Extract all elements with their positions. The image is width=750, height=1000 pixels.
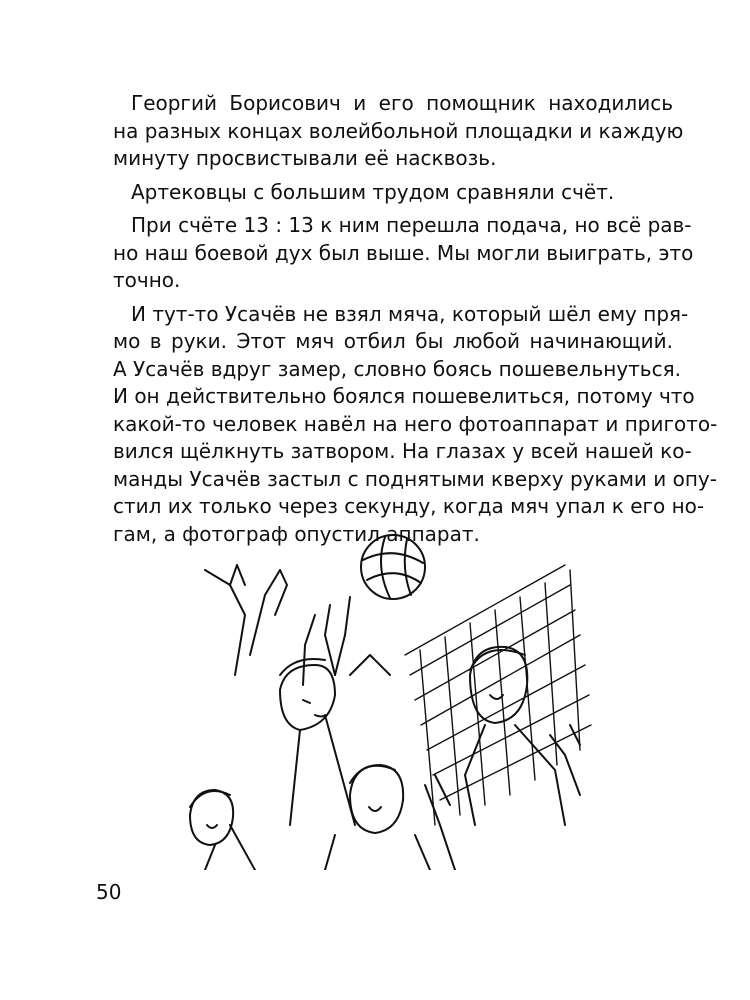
text-line: какой-то человек навёл на него фотоаппарат и пригото- (113, 411, 718, 436)
player-bottom-center (325, 765, 455, 870)
text-line: вился щёлкнуть затвором. На глазах у всей нашей ко- (113, 439, 692, 463)
body-text (113, 90, 718, 554)
text-line: на разных концах волейбольной площадки и каждую (113, 118, 684, 143)
text-line: Георгий Борисович и его помощник находились (131, 91, 673, 115)
text-line: мо в руки. Этот мяч отбил бы любой начинающий. (113, 329, 673, 353)
text-line: стил их только через секунду, когда мяч упал к его но- (113, 494, 705, 518)
text-line: манды Усачёв застыл с поднятыми кверху руками и опу- (113, 466, 717, 491)
player-right (465, 647, 580, 825)
text-line: А Усачёв вдруг замер, словно боясь пошевельнуться. (113, 356, 681, 381)
page-number: 50 (96, 880, 122, 904)
text-line: но наш боевой дух был выше. Мы могли выиграть, это (113, 240, 694, 265)
volleyball-players-illustration (185, 525, 595, 870)
paragraph-3 (113, 212, 694, 295)
text-line: точно. (113, 268, 181, 292)
volleyball-net (405, 565, 591, 825)
text-line: минуту просвистывали её насквозь. (113, 146, 497, 170)
text-line: Артековцы с большим трудом сравняли счёт. (131, 179, 615, 204)
paragraph-4 (113, 301, 718, 549)
paragraph-1 (113, 90, 684, 173)
text-line: И тут-то Усачёв не взял мяча, который шёл ему пря- (131, 301, 689, 326)
text-line: гам, а фотограф опустил аппарат. (113, 521, 480, 546)
player-bottom-left (190, 790, 255, 870)
paragraph-2 (113, 179, 673, 207)
volleyball-ball-icon (361, 535, 425, 599)
text-line: И он действительно боялся пошевелиться, потому что (113, 384, 695, 408)
player-center (280, 597, 390, 825)
text-line: При счёте 13 : 13 к ним перешла подача, но всё рав- (131, 213, 692, 237)
